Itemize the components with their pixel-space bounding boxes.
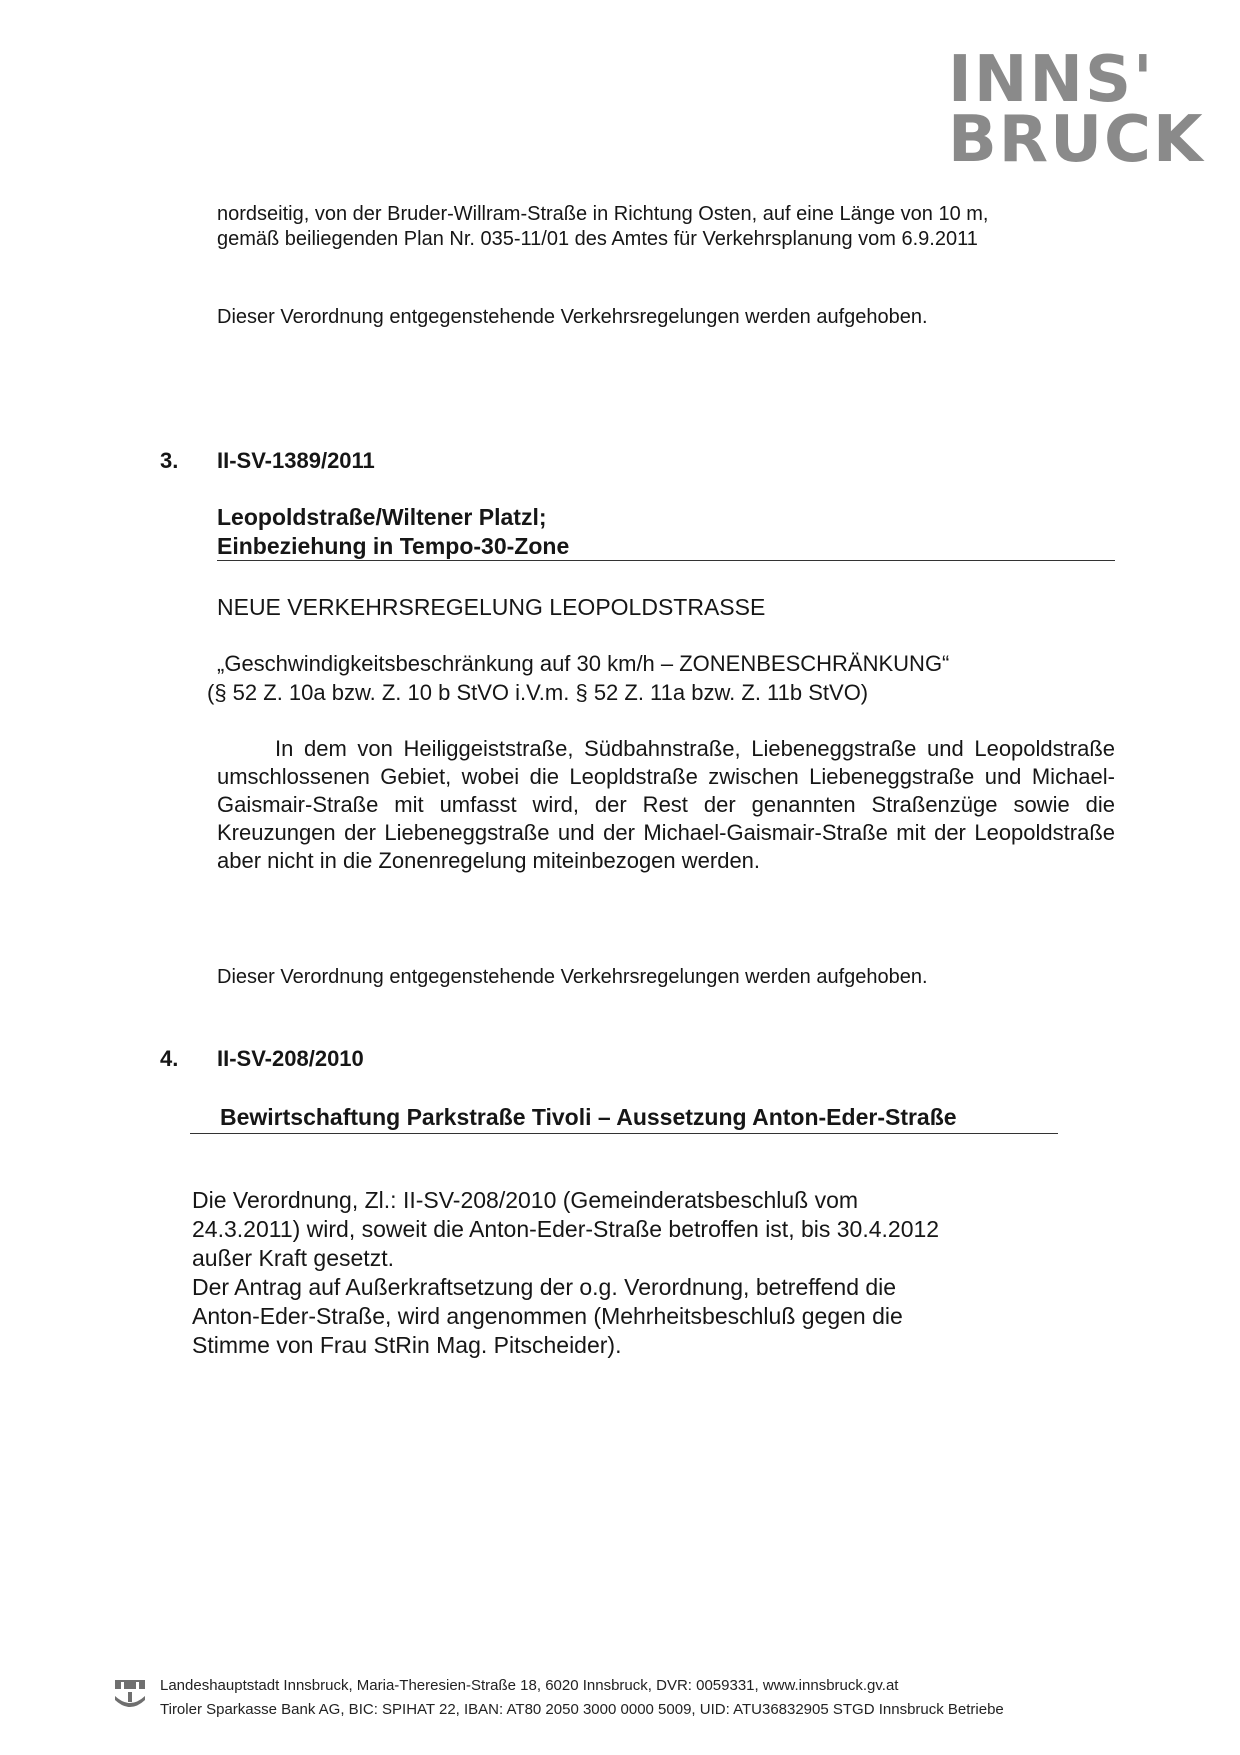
item4-title: Bewirtschaftung Parkstraße Tivoli – Aussetzung Anton-Eder-Straße <box>220 1104 957 1130</box>
item4-body <box>192 1186 1092 1360</box>
logo-line-2: BRUCK <box>948 103 1205 177</box>
item4-body-line4: Der Antrag auf Außerkraftsetzung der o.g. Verordnung, betreffend die <box>192 1274 897 1300</box>
item3-quote-line1: „Geschwindigkeitsbeschränkung auf 30 km/h – ZONENBESCHRÄNKUNG“ <box>217 651 950 676</box>
item4-body-line6: Stimme von Frau StRin Mag. Pitscheider). <box>192 1332 622 1358</box>
item3-body <box>217 735 1115 875</box>
footer-line2: Tiroler Sparkasse Bank AG, BIC: SPIHAT 22, IBAN: AT80 2050 3000 0000 5009, UID: ATU36832905 STGD Innsbruck Betriebe <box>160 1701 1004 1718</box>
intro-repeal-text: Dieser Verordnung entgegenstehende Verkehrsregelungen werden aufgehoben. <box>217 306 928 328</box>
item4-body-line5: Anton-Eder-Straße, wird angenommen (Mehrheitsbeschluß gegen die <box>192 1303 903 1329</box>
item4-body-line3: außer Kraft gesetzt. <box>192 1245 394 1271</box>
item3-title-line1: Leopoldstraße/Wiltener Platzl; <box>217 504 547 530</box>
item4-title-rule <box>190 1133 1058 1134</box>
item3-code: II-SV-1389/2011 <box>217 448 375 473</box>
item3-body-text: In dem von Heiliggeiststraße, Südbahnstraße, Liebeneggstraße und Leopoldstraße umschlossenen Gebiet, wobei die Leopldstraße zwischen Liebeneggstraße und Michael-Gaismair-Straße mit umfasst wird, der Rest der genannten Straßenzüge sowie die Kreuzungen der Liebeneggstraße und der Michael-Gaismair-Straße mit der Leopoldstraße aber nicht in die Zonenregelung miteinbezogen werden. <box>217 736 1115 873</box>
item3-number: 3. <box>160 448 179 473</box>
item4-code: II-SV-208/2010 <box>217 1046 364 1071</box>
item4-body-line2: 24.3.2011) wird, soweit die Anton-Eder-Straße betroffen ist, bis 30.4.2012 <box>192 1216 940 1242</box>
item3-quote-line2: (§ 52 Z. 10a bzw. Z. 10 b StVO i.V.m. § 52 Z. 11a bzw. Z. 11b StVO) <box>207 680 869 705</box>
city-emblem-icon <box>112 1676 148 1712</box>
item4-number: 4. <box>160 1046 179 1071</box>
logo-line-1: INNS' <box>948 43 1155 117</box>
item4-body-line1: Die Verordnung, Zl.: II-SV-208/2010 (Gemeinderatsbeschluß vom <box>192 1187 859 1213</box>
item3-repeal-text: Dieser Verordnung entgegenstehende Verkehrsregelungen werden aufgehoben. <box>217 966 928 988</box>
intro-paragraph: nordseitig, von der Bruder-Willram-Straße in Richtung Osten, auf eine Länge von 10 m, gemäß beiliegenden Plan Nr. 035-11/01 des Amtes für Verkehrsplanung vom 6.9.2011 <box>217 203 989 250</box>
item3-heading: NEUE VERKEHRSREGELUNG LEOPOLDSTRASSE <box>217 594 766 620</box>
item3-title-rule <box>217 560 1115 561</box>
footer-line1: Landeshauptstadt Innsbruck, Maria-Theresien-Straße 18, 6020 Innsbruck, DVR: 0059331, www.innsbruck.gv.at <box>160 1677 899 1694</box>
item3-title-line2: Einbeziehung in Tempo-30-Zone <box>217 533 570 559</box>
innsbruck-logo <box>948 43 1208 177</box>
